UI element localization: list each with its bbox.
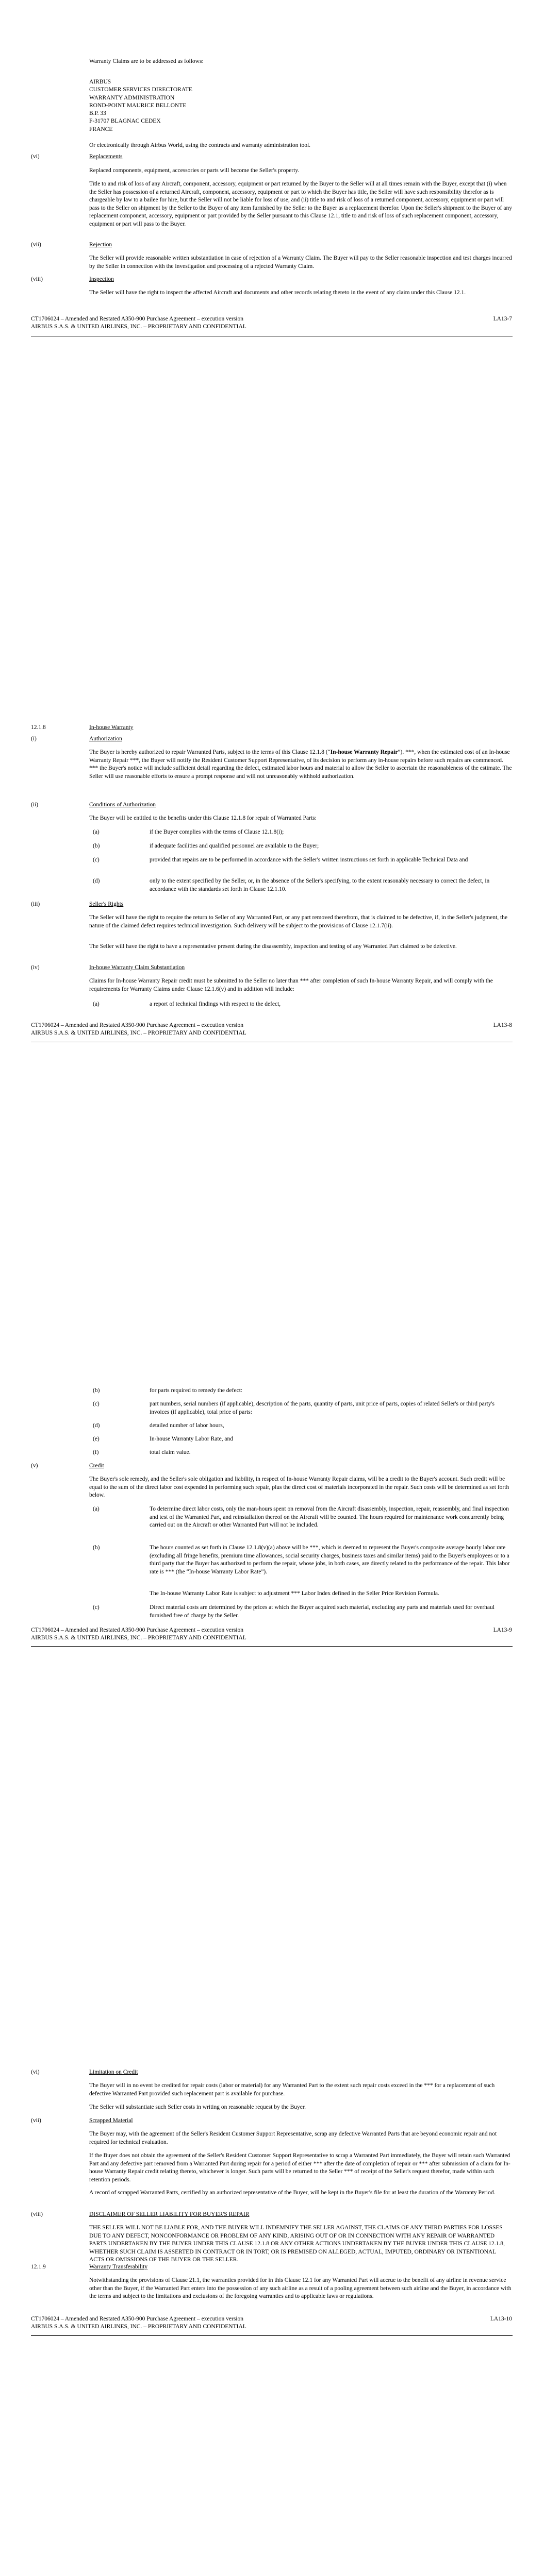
item-letter: (b) xyxy=(93,1387,100,1394)
clause-heading-inspection: Inspection xyxy=(89,276,114,282)
list-item: To determine direct labor costs, only the man-hours spent on removal from the Aircraft disassembly, inspection, repair, reassembly, and final inspection and test of the Warranted Part, and reinstallation thereof on the Aircraft will be counted. The hours required for maintenance work concurrently being carried out on the Aircraft or other Warranted Part will not be included. xyxy=(150,1506,509,1528)
page-footer xyxy=(31,2315,423,2331)
address-line: AIRBUS xyxy=(89,79,111,85)
address-line: B.P. 33 xyxy=(89,110,106,117)
item-letter: (c) xyxy=(93,1604,100,1611)
list-item: only to the extent specified by the Seller, or, in the absence of the Seller's specifying, to the extent reasonably necessary to correct the defect, in accordance with the standards set forth in Clause 12.1.10. xyxy=(150,878,490,892)
clause-heading-authorization: Authorization xyxy=(89,736,122,742)
clause-heading-sellers-rights: Seller's Rights xyxy=(89,901,124,907)
address-line: ROND-POINT MAURICE BELLONTE xyxy=(89,102,187,109)
clause-heading-claim-substantiation: In-house Warranty Claim Substantiation xyxy=(89,964,185,971)
electronic-submission-text: Or electronically through Airbus World, using the contracts and warranty administration tool. xyxy=(89,142,311,148)
clause-number: (iii) xyxy=(31,901,40,907)
paragraph: Notwithstanding the provisions of Clause 21.1, the warranties provided for in this Clause 12.1 for any Warranted Part will accrue to the benefit of any airline in revenue service other than the Buyer, if the Warranted Part enters into the possession of any such airline as a result of a pooling agreement between such airline and the Buyer, in accordance with the terms and subject to the limitations and exclusions of the foregoing warranties and to applicable laws or regulations. xyxy=(89,2277,512,2299)
clause-number: (vii) xyxy=(31,2117,41,2124)
page-footer xyxy=(31,315,423,331)
footer-confidential: AIRBUS S.A.S. & UNITED AIRLINES, INC. – PROPRIETARY AND CONFIDENTIAL xyxy=(31,324,246,330)
section-number: 12.1.8 xyxy=(31,724,46,731)
intro-text: Warranty Claims are to be addressed as follows: xyxy=(89,58,204,64)
list-item: Direct material costs are determined by the prices at which the Buyer acquired such material, excluding any parts and materials used for overhaul furnished free of charge by the Seller. xyxy=(150,1604,494,1619)
address-line: CUSTOMER SERVICES DIRECTORATE xyxy=(89,87,192,93)
page-number: LA13-9 xyxy=(493,1627,512,1633)
page-footer xyxy=(31,1022,423,1037)
clause-heading-disclaimer: DISCLAIMER OF SELLER LIABILITY FOR BUYER'S REPAIR xyxy=(89,2211,250,2217)
item-letter: (a) xyxy=(93,1001,100,1007)
list-item: In-house Warranty Labor Rate, and xyxy=(150,1436,234,1442)
list-item: detailed number of labor hours, xyxy=(150,1422,224,1429)
paragraph: THE SELLER WILL NOT BE LIABLE FOR, AND THE BUYER WILL INDEMNIFY THE SELLER AGAINST, THE CLAIMS OF ANY THIRD PARTIES FOR LOSSES DUE TO ANY DEFECT, NONCONFORMANCE OR PROBLEM OF ANY KIND, ARISING OUT OF OR IN CONNECTION WITH ANY REPAIR OF WARRANTED PARTS UNDERTAKEN BY THE BUYER UNDER THIS CLAUSE 12.1.8 OR ANY OTHER ACTIONS UNDERTAKEN BY THE BUYER UNDER THIS CLAUSE 12.1.8, WHETHER SUCH CLAIM IS ASSERTED IN CONTRACT OR IN TORT, OR IS PREMISED ON ALLEGED, ACTUAL, IMPUTED, ORDINARY OR INTENTIONAL ACTS OR OMISSIONS OF THE BUYER OR THE SELLER. xyxy=(89,2225,505,2263)
list-item: total claim value. xyxy=(150,1449,191,1455)
footer-confidential: AIRBUS S.A.S. & UNITED AIRLINES, INC. – PROPRIETARY AND CONFIDENTIAL xyxy=(31,1635,246,1641)
address-line: FRANCE xyxy=(89,126,113,132)
item-letter: (f) xyxy=(93,1449,99,1455)
paragraph: The Buyer will be entitled to the benefits under this Clause 12.1.8 for repair of Warranted Parts: xyxy=(89,815,317,821)
item-letter: (d) xyxy=(93,1422,100,1429)
item-letter: (d) xyxy=(93,878,100,884)
list-item: for parts required to remedy the defect: xyxy=(150,1387,243,1394)
address-line: WARRANTY ADMINISTRATION xyxy=(89,94,175,101)
section-heading-in-house-warranty: In-house Warranty xyxy=(89,724,134,731)
footer-agreement: CT1706024 – Amended and Restated A350-900 Purchase Agreement – execution version xyxy=(31,2316,243,2322)
clause-number: (iv) xyxy=(31,964,40,971)
paragraph: The Buyer may, with the agreement of the Seller's Resident Customer Support Representative, scrap any defective Warranted Parts that are beyond economic repair and not required for technical evaluation. xyxy=(89,2131,497,2145)
item-letter: (a) xyxy=(93,1506,100,1512)
list-item: The hours counted as set forth in Clause 12.1.8(v)(a) above will be ***, which is deemed to represent the Buyer's composite average hourly labor rate (excluding all fringe benefits, premium time allowances, social security charges, business taxes and similar items) paid to the Buyer's employees or to a third party that the Buyer has authorized to perform the repair, whose jobs, in both cases, are directly related to the performance of the repair. This labor rate is *** (the “In-house Warranty Labor Rate”). xyxy=(150,1545,510,1575)
paragraph: The Buyer will in no event be credited for repair costs (labor or material) for any Warranted Part to the extent such repair costs exceed in the *** for a replacement of such defective Warranted Part provided such replacement part is available for purchase. xyxy=(89,2082,495,2097)
list-item: a report of technical findings with respect to the defect, xyxy=(150,1001,281,1007)
clause-number: (i) xyxy=(31,736,37,742)
footer-agreement: CT1706024 – Amended and Restated A350-900 Purchase Agreement – execution version xyxy=(31,316,243,322)
paragraph: If the Buyer does not obtain the agreement of the Seller's Resident Customer Support Representative to scrap a Warranted Part immediately, the Buyer will retain such Warranted Part and any defective part removed from a Warranted Part during repair for a period of either *** after the date of completion of repair or *** after submission of a claim for In-house Warranty Repair credit relating thereto, whichever is longer. Such parts will be returned to the Seller *** of receipt of the Seller's request therefor, made within such retention periods. xyxy=(89,2153,510,2183)
page-number: LA13-7 xyxy=(493,316,512,322)
item-letter: (c) xyxy=(93,1401,100,1407)
paragraph: Claims for In-house Warranty Repair credit must be submitted to the Seller no later than *** after completion of such In-house Warranty Repair, and will comply with the requirements for Warranty Claims under Clause 12.1.6(v) and in addition will include: xyxy=(89,978,493,992)
address-line: F-31707 BLAGNAC CEDEX xyxy=(89,118,161,125)
section-number: 12.1.9 xyxy=(31,2264,46,2270)
paragraph: The Seller will provide reasonable written substantiation in case of rejection of a Warranty Claim. The Buyer will pay to the Seller reasonable inspection and test charges incurred by the Seller in connection with the investigation and processing of a rejected Warranty Claim. xyxy=(89,255,512,269)
item-letter: (c) xyxy=(93,857,100,863)
footer-confidential: AIRBUS S.A.S. & UNITED AIRLINES, INC. – PROPRIETARY AND CONFIDENTIAL xyxy=(31,1030,246,1036)
paragraph: The Seller will have the right to require the return to Seller of any Warranted Part, or any part removed therefrom, that is claimed to be defective, if, in the Seller's judgment, the nature of the claimed defect requires technical investigation. Such delivery will be subject to the provisions of Clause 12.1.7(ii). xyxy=(89,914,508,929)
clause-heading-conditions: Conditions of Authorization xyxy=(89,802,156,808)
clause-number: (viii) xyxy=(31,2211,43,2217)
page-number: LA13-10 xyxy=(490,2316,512,2322)
paragraph: The Buyer is hereby authorized to repair Warranted Parts, subject to the terms of this Clause 12.1.8 (“In-house Warranty Repair”). ***, when the estimated cost of an In-house Warranty Repair ***, the Buyer will notify the Resident Customer Support Representative, of its decision to perform any in-house repairs before such repairs are commenced. *** the Buyer's notice will include sufficient detail regarding the defect, estimated labor hours and material to allow the Seller to ascertain the reasonableness of the estimate. The Seller will use reasonable efforts to ensure a prompt response and will not unreasonably withhold authorization. xyxy=(89,749,512,779)
paragraph: The Buyer's sole remedy, and the Seller's sole obligation and liability, in respect of In-house Warranty Repair claims, will be a credit to the Buyer's account. Such credit will be equal to the sum of the direct labor cost expended in performing such repair, plus the direct cost of materials incorporated in the repair. Such costs will be determined as set forth below. xyxy=(89,1476,509,1498)
clause-heading-rejection: Rejection xyxy=(89,242,112,248)
clause-heading-replacements: Replacements xyxy=(89,154,123,160)
item-letter: (a) xyxy=(93,829,100,835)
paragraph: The Seller will have the right to inspect the affected Aircraft and documents and other records relating thereto in the event of any claim under this Clause 12.1. xyxy=(89,290,466,296)
paragraph: The Seller will have the right to have a representative present during the disassembly, inspection and testing of any Warranted Part claimed to be defective. xyxy=(89,943,457,950)
clause-number: (v) xyxy=(31,1463,38,1469)
page-number: LA13-8 xyxy=(493,1022,512,1028)
section-heading-warranty-transferability: Warranty Transferability xyxy=(89,2264,148,2270)
clause-number: (vi) xyxy=(31,2069,40,2075)
item-letter: (e) xyxy=(93,1436,100,1442)
clause-number: (ii) xyxy=(31,802,39,808)
page-footer xyxy=(31,1626,423,1642)
footer-agreement: CT1706024 – Amended and Restated A350-900 Purchase Agreement – execution version xyxy=(31,1022,243,1028)
item-letter: (b) xyxy=(93,843,100,849)
clause-heading-scrapped-material: Scrapped Material xyxy=(89,2117,133,2124)
paragraph: Replaced components, equipment, accessories or parts will become the Seller's property. xyxy=(89,167,300,174)
clause-number: (viii) xyxy=(31,276,43,282)
defined-term: In-house Warranty Repair xyxy=(330,749,398,755)
list-item: if adequate facilities and qualified personnel are available to the Buyer; xyxy=(150,843,319,849)
paragraph: The Seller will substantiate such Seller costs in writing on reasonable request by the Buyer. xyxy=(89,2104,306,2110)
clause-heading-credit: Credit xyxy=(89,1463,104,1469)
clause-number: (vii) xyxy=(31,242,41,248)
list-item: The In-house Warranty Labor Rate is subject to adjustment *** Labor Index defined in the Seller Price Revision Formula. xyxy=(150,1590,439,1597)
page-divider xyxy=(31,2335,513,2336)
list-item: if the Buyer complies with the terms of Clause 12.1.8(i); xyxy=(150,829,284,835)
list-item: part numbers, serial numbers (if applicable), description of the parts, quantity of parts, unit price of parts, copies of related Seller's or third party's invoices (if applicable), total price of parts: xyxy=(150,1401,495,1415)
footer-confidential: AIRBUS S.A.S. & UNITED AIRLINES, INC. – PROPRIETARY AND CONFIDENTIAL xyxy=(31,2324,246,2330)
paragraph: A record of scrapped Warranted Parts, certified by an authorized representative of the Buyer, will be kept in the Buyer's file for at least the duration of the Warranty Period. xyxy=(89,2190,496,2196)
list-item: provided that repairs are to be performed in accordance with the Seller's written instructions set forth in applicable Technical Data and xyxy=(150,857,468,863)
item-letter: (b) xyxy=(93,1545,100,1551)
clause-heading-limitation-on-credit: Limitation on Credit xyxy=(89,2069,138,2075)
paragraph: Title to and risk of loss of any Aircraft, component, accessory, equipment or part returned by the Buyer to the Seller will at all times remain with the Buyer, except that (i) when the Seller has possession of a returned Aircraft, component, accessory, equipment or part to which the Buyer has title, the Seller will have such responsibility therefor as is chargeable by law to a bailee for hire, but the Seller will not be liable for loss of use, and (ii) title to and risk of loss of a returned component, accessory, equipment or part will pass to the Seller on shipment by the Seller to the Buyer of any item furnished by the Seller to the Buyer as a replacement therefor. Upon the Seller's shipment to the Buyer of any replacement component, accessory, equipment or part provided by the Seller pursuant to this Clause 12.1, title to and risk of loss of such replacement component, accessory, equipment or part will pass to the Buyer. xyxy=(89,181,512,227)
page-divider xyxy=(31,1646,513,1647)
warranty-address xyxy=(89,78,192,133)
footer-agreement: CT1706024 – Amended and Restated A350-900 Purchase Agreement – execution version xyxy=(31,1627,243,1633)
clause-number: (vi) xyxy=(31,154,40,160)
